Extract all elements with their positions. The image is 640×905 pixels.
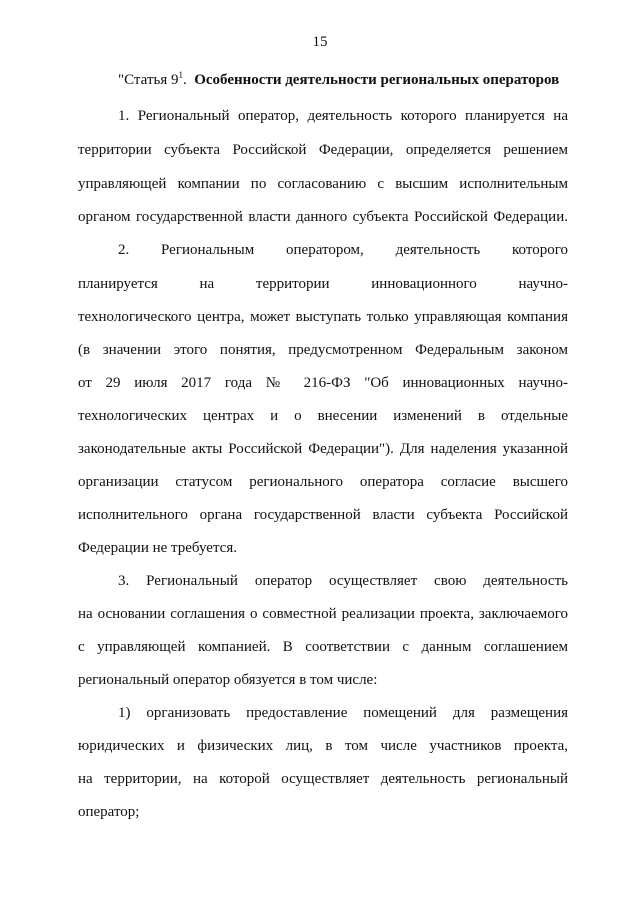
text-line: законодательные акты Российской Федерации"). Для наделения указанной	[78, 441, 568, 457]
article-title: Особенности деятельности региональных операторов	[194, 72, 560, 88]
text-line: на основании соглашения о совместной реализации проекта, заключаемого	[78, 606, 568, 622]
article-superscript: 1	[178, 70, 183, 80]
page-number: 15	[312, 34, 328, 50]
text-line: органом государственной власти данного субъекта Российской Федерации.	[78, 209, 568, 225]
text-line: 2. Региональным оператором, деятельность которого	[118, 242, 568, 258]
text-line: планируется на территории инновационного научно-	[78, 276, 568, 292]
article-number: "Статья 9	[118, 72, 179, 88]
text-line: юридических и физических лиц, в том числе участников проекта,	[78, 738, 568, 754]
text-line: от 29 июля 2017 года № 216-ФЗ "Об инновационных научно-	[78, 375, 568, 391]
text-line: территории субъекта Российской Федерации, определяется решением	[78, 142, 568, 158]
text-line: 3. Региональный оператор осуществляет свою деятельность	[118, 573, 568, 589]
text-line: региональный оператор обязуется в том числе:	[78, 672, 378, 688]
text-line: на территории, на которой осуществляет деятельность региональный	[78, 771, 568, 787]
text-line: оператор;	[78, 804, 140, 820]
text-line: технологического центра, может выступать только управляющая компания	[78, 309, 568, 325]
article-heading	[118, 70, 559, 89]
article-dot: .	[182, 72, 187, 88]
text-line: Федерации не требуется.	[78, 540, 237, 556]
text-line: управляющей компании по согласованию с высшим исполнительным	[78, 176, 568, 192]
text-line: 1. Региональный оператор, деятельность которого планируется на	[118, 108, 568, 124]
text-line: с управляющей компанией. В соответствии с данным соглашением	[78, 639, 568, 655]
text-line: исполнительного органа государственной власти субъекта Российской	[78, 507, 568, 523]
text-line: 1) организовать предоставление помещений для размещения	[118, 705, 568, 721]
text-line: организации статусом регионального оператора согласие высшего	[78, 474, 568, 490]
text-line: технологических центрах и о внесении изменений в отдельные	[78, 408, 568, 424]
text-line: (в значении этого понятия, предусмотренном Федеральным законом	[78, 342, 568, 358]
